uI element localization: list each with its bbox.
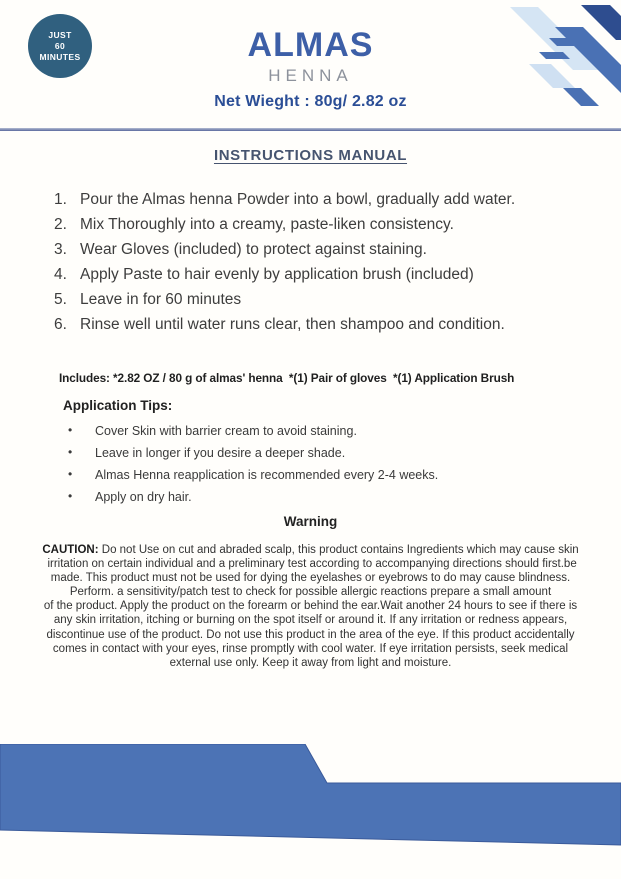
caution-text-part2: of the product. Apply the product on the forearm or behind the ear.Wait another 24 hours to see if there is any skin irritation, itching or burning on the spot itself or around it. If any irritation or redness appears, discontinue use of the product. Do not use this product in the area of the eye. If this product accidentally comes in contact with your eyes, rinse promptly with cool water. If eye irritation persists, seek medical external use only. Keep it away from light and moisture. (43, 600, 578, 669)
badge-line-1: JUST (48, 29, 72, 40)
application-tips-list (66, 424, 546, 512)
caution-text-part1: Do not Use on cut and abraded scalp, this product contains Ingredients which may cause skin irritation on certain individual and a preliminary test according to accompanying directions should first.be made. This product must not be used for dying the eyelashes or eyebrows to do may cause blindness. Perform. a sensitivity/patch test to check for possible allergic reactions prepare a small amount (44, 544, 579, 599)
brand-logo-icon (481, 0, 621, 115)
badge-line-2: 60 (54, 40, 66, 51)
instruction-steps-list (52, 192, 582, 342)
instruction-step: Pour the Almas henna Powder into a bowl, gradually add water. (80, 191, 516, 208)
caution-paragraph (40, 543, 581, 670)
footer-ribbon-graphic (0, 744, 621, 879)
instructions-manual-title: INSTRUCTIONS MANUAL (213, 147, 408, 164)
instruction-step: Wear Gloves (included) to protect against staining. (80, 241, 427, 258)
badge-line-3: MINUTES (39, 51, 81, 62)
tip-item: • Cover Skin with barrier cream to avoid staining. (66, 424, 546, 438)
instruction-step: Mix Thoroughly into a creamy, paste-liken consistency. (80, 216, 454, 233)
brand-title: ALMAS (247, 26, 374, 64)
tip-item: • Leave in longer if you desire a deeper shade. (66, 446, 546, 460)
caution-label: CAUTION: (42, 544, 99, 556)
instruction-step: Leave in for 60 minutes (80, 291, 242, 308)
tip-item: • Apply on dry hair. (66, 490, 546, 504)
application-tips-title: Application Tips: (63, 398, 173, 413)
instruction-step: Apply Paste to hair evenly by application brush (included) (80, 266, 474, 283)
header-divider (0, 128, 621, 131)
net-weight-text: Net Wieght : 80g/ 2.82 oz (214, 93, 407, 110)
instruction-step: Rinse well until water runs clear, then shampoo and condition. (80, 316, 505, 333)
warning-title: Warning (283, 514, 338, 529)
tip-item: • Almas Henna reapplication is recommended every 2-4 weeks. (66, 468, 546, 482)
includes-line: Includes: *2.82 OZ / 80 g of almas' henna *(1) Pair of gloves *(1) Application Brush (59, 371, 515, 385)
brand-subtitle: HENNA (268, 66, 353, 85)
